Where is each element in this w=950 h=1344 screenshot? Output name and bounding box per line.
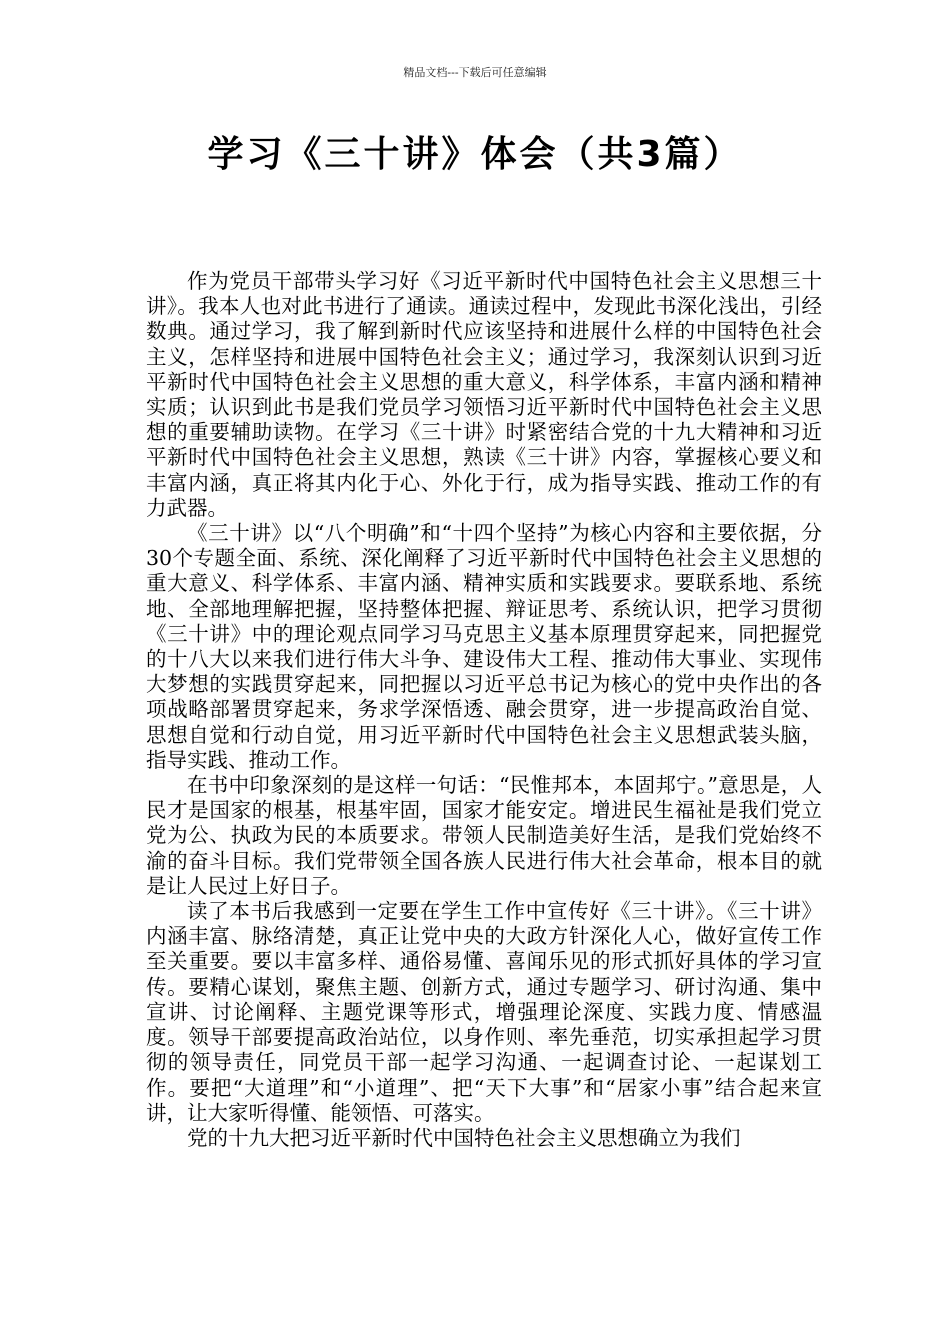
paragraph-3: 在书中印象深刻的是这样一句话：“民惟邦本，本固邦宁。”意思是，人民才是国家的根基，根基牢固，国家才能安定。增进民生福祉是我们党立党为公、执政为民的本质要求。带领人民制造美好生活，是我们党始终不渝的奋斗目标。我们党带领全国各族人民进行伟大社会革命，根本目的就是让人民过上好日子。 bbox=[146, 773, 822, 898]
document-title: 学习《三十讲》体会（共3篇） bbox=[207, 134, 743, 175]
paragraph-2: 《三十讲》以“八个明确”和“十四个坚持”为核心内容和主要依据，分30个专题全面、系统、深化阐释了习近平新时代中国特色社会主义思想的重大意义、科学体系、丰富内涵、精神实质和实践要求。要联系地、系统地、全部地理解把握，坚持整体把握、辩证思考、系统认识，把学习贯彻《三十讲》中的理论观点同学习马克思主义基本原理贯穿起来，同把握党的十八大以来我们进行伟大斗争、建设伟大工程、推动伟大事业、实现伟大梦想的实践贯穿起来，同把握以习近平总书记为核心的党中央作出的各项战略部署贯穿起来，务求学深悟透、融会贯穿，进一步提高政治自觉、思想自觉和行动自觉，用习近平新时代中国特色社会主义思想武装头脑，指导实践、推动工作。 bbox=[146, 521, 822, 772]
document-body bbox=[146, 269, 822, 1151]
paragraph-5: 党的十九大把习近平新时代中国特色社会主义思想确立为我们 bbox=[187, 1125, 741, 1150]
paragraph-1: 作为党员干部带头学习好《习近平新时代中国特色社会主义思想三十讲》。我本人也对此书进行了通读。通读过程中，发现此书深化浅出，引经数典。通过学习，我了解到新时代应该坚持和进展什么样的中国特色社会主义，怎样坚持和进展中国特色社会主义；通过学习，我深刻认识到习近平新时代中国特色社会主义思想的重大意义，科学体系，丰富内涵和精神实质；认识到此书是我们党员学习领悟习近平新时代中国特色社会主义思想的重要辅助读物。在学习《三十讲》时紧密结合党的十九大精神和习近平新时代中国特色社会主义思想，熟读《三十讲》内容，掌握核心要义和丰富内涵，真正将其内化于心、外化于行，成为指导实践、推动工作的有力武器。 bbox=[146, 269, 822, 520]
page-header-note: 精品文档---下载后可任意编辑 bbox=[403, 66, 547, 79]
paragraph-4: 读了本书后我感到一定要在学生工作中宣传好《三十讲》。《三十讲》内涵丰富、脉络清楚，真正让党中央的大政方针深化人心，做好宣传工作至关重要。要以丰富多样、通俗易懂、喜闻乐见的形式抓好具体的学习宣传。要精心谋划，聚焦主题、创新方式，通过专题学习、研讨沟通、集中宣讲、讨论阐释、主题党课等形式，增强理论深度、实践力度、情感温度。领导干部要提高政治站位，以身作则、率先垂范，切实承担起学习贯彻的领导责任，同党员干部一起学习沟通、一起调查讨论、一起谋划工作。要把“大道理”和“小道理”、把“天下大事”和“居家小事”结合起来宣讲，让大家听得懂、能领悟、可落实。 bbox=[146, 899, 822, 1125]
